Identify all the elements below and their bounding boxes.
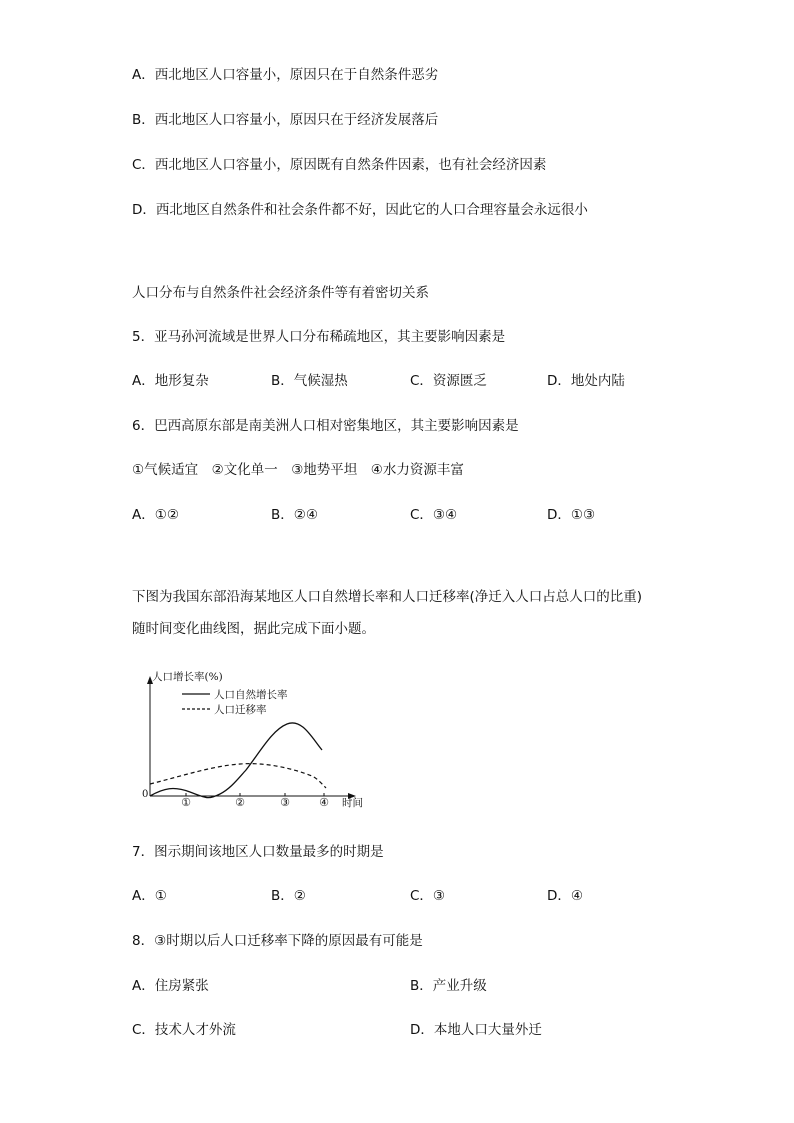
y-axis-label: 人口增长率(%) [152, 671, 223, 683]
tick-label-4: ④ [319, 796, 329, 809]
q7-option-b: B．② [271, 888, 306, 904]
q4-option-a: A．西北地区人口容量小，原因只在于自然条件恶劣 [132, 67, 439, 83]
legend-migration: 人口迁移率 [214, 704, 267, 716]
q5-option-d: D．地处内陆 [547, 373, 625, 389]
legend-natural-growth: 人口自然增长率 [214, 689, 288, 701]
tick-label-1: ① [181, 796, 191, 809]
population-growth-chart [142, 668, 382, 812]
q5-stem: 5．亚马孙河流域是世界人口分布稀疏地区，其主要影响因素是 [132, 329, 506, 345]
q8-option-a: A．住房紧张 [132, 978, 209, 994]
q6-option-a: A．①② [132, 507, 179, 523]
q4-option-c: C．西北地区人口容量小，原因既有自然条件因素，也有社会经济因素 [132, 157, 547, 173]
q6-choices: ①气候适宜 ②文化单一 ③地势平坦 ④水力资源丰富 [132, 462, 464, 478]
q6-option-d: D．①③ [547, 507, 596, 523]
migration-curve [150, 764, 326, 788]
q5-option-b: B．气候湿热 [271, 373, 348, 389]
origin-label: 0 [142, 789, 149, 800]
q7-option-c: C．③ [410, 888, 446, 904]
q8-option-c: C．技术人才外流 [132, 1022, 236, 1038]
q6-stem: 6．巴西高原东部是南美洲人口相对密集地区，其主要影响因素是 [132, 418, 519, 434]
q6-option-b: B．②④ [271, 507, 318, 523]
section2-intro: 人口分布与自然条件社会经济条件等有着密切关系 [132, 285, 429, 301]
q8-option-d: D．本地人口大量外迁 [410, 1022, 542, 1038]
q7-option-a: A．① [132, 888, 167, 904]
q4-option-b: B．西北地区人口容量小，原因只在于经济发展落后 [132, 112, 439, 128]
section3-intro-line1: 下图为我国东部沿海某地区人口自然增长率和人口迁移率(净迁入人口占总人口的比重) [132, 589, 643, 605]
q8-stem: 8．③时期以后人口迁移率下降的原因最有可能是 [132, 933, 423, 949]
section3-intro-line2: 随时间变化曲线图，据此完成下面小题。 [132, 621, 375, 637]
q7-option-d: D．④ [547, 888, 583, 904]
q6-option-c: C．③④ [410, 507, 458, 523]
q5-option-c: C．资源匮乏 [410, 373, 487, 389]
tick-label-2: ② [235, 796, 245, 809]
tick-label-3: ③ [280, 796, 290, 809]
q5-option-a: A．地形复杂 [132, 373, 209, 389]
q7-stem: 7．图示期间该地区人口数量最多的时期是 [132, 844, 384, 860]
q8-option-b: B．产业升级 [410, 978, 487, 994]
natural-growth-curve [150, 723, 322, 798]
x-axis-label: 时间 [342, 797, 363, 809]
q4-option-d: D．西北地区自然条件和社会条件都不好，因此它的人口合理容量会永远很小 [132, 202, 588, 218]
